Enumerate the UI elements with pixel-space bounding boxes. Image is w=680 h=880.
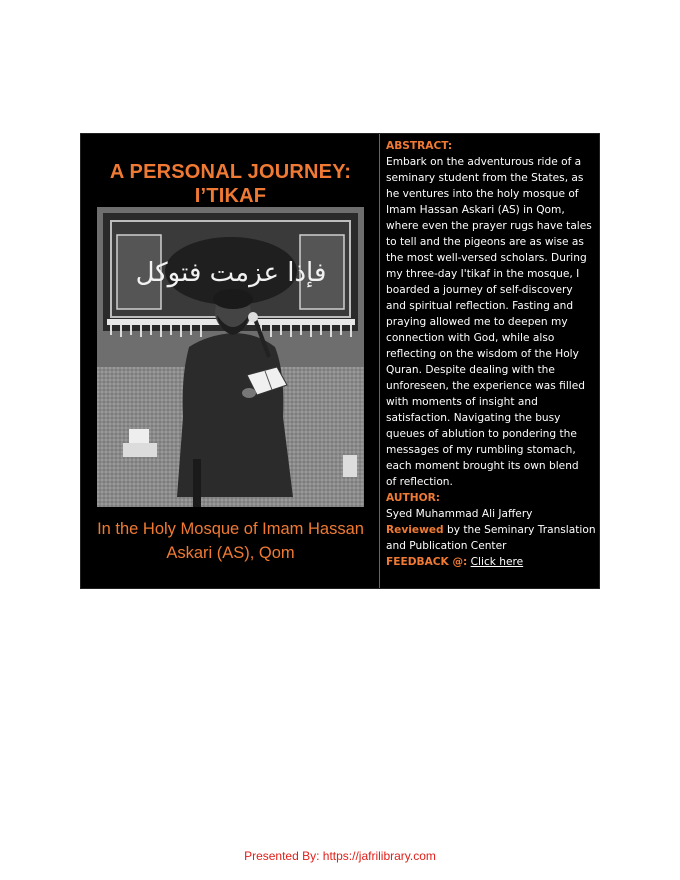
feedback-link[interactable]: Click here	[470, 556, 524, 568]
abstract-line: queues of ablution to pondering the	[386, 428, 577, 440]
abstract-line: satisfaction. Navigating the busy	[386, 412, 561, 424]
calligraphy-text: فإذا عزمت فتوكل	[135, 258, 327, 288]
abstract-line: praying allowed me to deepen my	[386, 316, 568, 328]
abstract-line: the most well-versed scholars. During	[386, 252, 587, 264]
abstract-line: Embark on the adventurous ride of a	[386, 156, 582, 168]
reviewed-by-text: by the Seminary Translation	[443, 524, 596, 536]
abstract-line: of reflection.	[386, 476, 453, 488]
reviewed-by-text-2: and Publication Center	[386, 540, 507, 552]
title-line-1: A PERSONAL JOURNEY:	[109, 161, 352, 183]
feedback-line	[386, 554, 599, 570]
abstract-line: unforeseen, the experience was filled	[386, 380, 585, 392]
abstract-line: with moments of insight and	[386, 396, 538, 408]
mosque-speaker-photo	[97, 207, 364, 507]
abstract-line: each moment brought its own blend	[386, 460, 579, 472]
presented-by-footer: Presented By: https://jafrilibrary.com	[244, 849, 436, 863]
abstract-line: messages of my rumbling stomach,	[386, 444, 576, 456]
abstract-line: my three-day I'tikaf in the mosque, I	[386, 268, 580, 280]
reviewed-label: Reviewed	[386, 524, 444, 536]
reviewed-line	[386, 522, 599, 538]
abstract-line: reflecting on the wisdom of the Holy	[386, 348, 579, 360]
abstract-label: ABSTRACT:	[386, 140, 453, 152]
abstract-line: he ventures into the holy mosque of	[386, 188, 579, 200]
abstract-line: connection with God, while also	[386, 332, 555, 344]
author-name: Syed Muhammad Ali Jaffery	[386, 508, 533, 520]
book-title	[81, 160, 380, 208]
abstract-line: boarded a journey of self-discovery	[386, 284, 573, 296]
feedback-label: FEEDBACK @:	[386, 556, 468, 568]
abstract-text	[386, 154, 599, 490]
abstract-line: Quran. Despite dealing with the	[386, 364, 555, 376]
cover-info-panel	[380, 134, 599, 588]
cover-left-panel	[81, 134, 380, 588]
abstract-line: seminary student from the States, as	[386, 172, 584, 184]
abstract-line: where even the prayer rugs have tales	[386, 220, 592, 232]
abstract-line: to tell and the pigeons are as wise as	[386, 236, 584, 248]
author-label: AUTHOR:	[386, 492, 440, 504]
title-line-2: I’TIKAF	[194, 185, 267, 207]
abstract-line: Imam Hassan Askari (AS) in Qom,	[386, 204, 565, 216]
subtitle-line-1: In the Holy Mosque of Imam Hassan	[97, 520, 364, 538]
book-cover	[80, 133, 600, 589]
book-subtitle	[81, 517, 380, 565]
cover-photo	[97, 207, 364, 507]
subtitle-line-2: Askari (AS), Qom	[166, 544, 295, 562]
abstract-line: and spiritual reflection. Fasting and	[386, 300, 574, 312]
